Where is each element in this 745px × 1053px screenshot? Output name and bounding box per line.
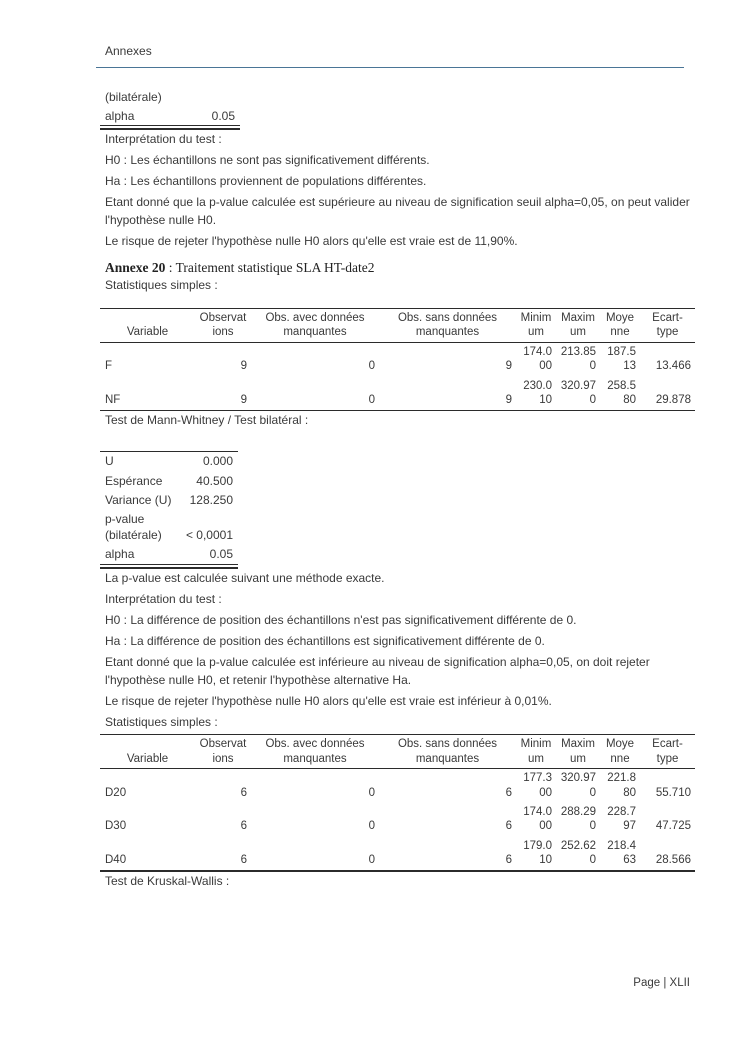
- variable-cell: NF: [105, 393, 121, 406]
- ecart-type-cell: 29.878: [655, 393, 691, 406]
- value-cell: 128.250: [189, 492, 233, 507]
- minimum-cell: 177.300: [523, 772, 552, 799]
- obs-sans-cell: 9: [505, 393, 512, 406]
- mann-whitney-table-body: [100, 452, 238, 565]
- value-cell: < 0,0001: [185, 527, 233, 542]
- label-cell: p-value (bilatérale): [105, 512, 162, 542]
- obs-sans-cell: 6: [505, 786, 512, 799]
- stats-table-head: [100, 309, 695, 343]
- table-row: [100, 491, 238, 510]
- minimum-cell: 174.000: [523, 345, 552, 373]
- label-cell: Espérance: [105, 473, 163, 488]
- maximum-cell: 213.850: [560, 345, 596, 373]
- label-cell: U: [105, 454, 114, 469]
- ha-hypothesis-line: Ha : Les échantillons proviennent de populations différentes.: [105, 174, 427, 188]
- conclusion-text: Etant donné que la p-value calculée est inférieure au niveau de signification alpha=0,05, on doit rejeter l'hypothèse nulle H0, et retenir l'hypothèse alternative Ha.: [105, 655, 650, 688]
- column-header: Ecart-type: [640, 735, 695, 769]
- ecart-type-cell: 55.710: [655, 786, 691, 799]
- table-row: [100, 472, 238, 491]
- column-header: Observations: [195, 735, 251, 769]
- risk-text: Le risque de rejeter l'hypothèse nulle H0 alors qu'elle est vraie est de 11,90%.: [105, 234, 518, 248]
- obs-avec-cell: 0: [368, 854, 375, 867]
- alpha-label: alpha: [105, 109, 135, 123]
- kruskal-wallis-title: Test de Kruskal-Wallis :: [105, 874, 230, 889]
- alpha-row: [100, 107, 240, 126]
- moyenne-cell: 218.463: [607, 839, 636, 867]
- ha-hypothesis-line: Ha : La différence de position des échantillons est significativement différente de 0.: [105, 634, 545, 649]
- moyenne-cell: 187.513: [607, 345, 636, 373]
- ecart-type-cell: 28.566: [655, 854, 691, 867]
- maximum-cell: 288.290: [560, 805, 596, 833]
- table-row: [100, 769, 695, 803]
- column-header: Moyenne: [600, 309, 640, 343]
- variable-cell: D20: [105, 786, 127, 799]
- ecart-type-cell: 13.466: [655, 360, 691, 373]
- annexe-heading: [105, 260, 695, 276]
- annexe-title-rest: : Traitement statistique SLA HT-date2: [165, 260, 375, 275]
- observations-cell: 9: [240, 360, 247, 373]
- value-cell: 0.05: [180, 545, 238, 565]
- table-row: [100, 545, 238, 565]
- table-row: [100, 837, 695, 872]
- ecart-type-cell: 47.725: [655, 820, 691, 833]
- obs-sans-cell: 6: [505, 820, 512, 833]
- page-header: [96, 44, 684, 68]
- annexe-number: Annexe 20: [105, 260, 166, 275]
- value-cell: 0.000: [202, 454, 233, 469]
- simple-stats-table-1: [100, 308, 695, 411]
- table-row: [100, 342, 695, 376]
- column-header: Ecart-type: [640, 309, 695, 343]
- variable-cell: F: [105, 360, 113, 373]
- column-header: Variable: [100, 735, 195, 769]
- column-header: Maximum: [556, 735, 600, 769]
- h0-hypothesis-line: H0 : Les échantillons ne sont pas significativement différents.: [105, 153, 430, 167]
- conclusion-text: Etant donné que la p-value calculée est supérieure au niveau de signification seuil alpha=0,05, on peut valider l'hypothèse nulle H0.: [105, 195, 690, 227]
- page-number-footer: Page | XLII: [633, 977, 690, 989]
- section-title: Interprétation du test :: [105, 132, 222, 146]
- maximum-cell: 252.620: [560, 839, 596, 867]
- simple-stats-table-2: [100, 734, 695, 872]
- label-cell: alpha: [100, 545, 180, 565]
- variable-cell: D30: [105, 820, 127, 833]
- value-cell: 40.500: [196, 473, 233, 488]
- obs-avec-cell: 0: [368, 786, 375, 799]
- minimum-cell: 230.010: [523, 379, 552, 406]
- column-header: Observations: [195, 309, 251, 343]
- observations-cell: 6: [240, 854, 247, 867]
- mann-whitney-title: Test de Mann-Whitney / Test bilatéral :: [105, 413, 309, 428]
- minimum-cell: 174.000: [523, 805, 552, 833]
- moyenne-cell: 228.797: [607, 805, 636, 833]
- table-row: [100, 510, 238, 545]
- moyenne-cell: 258.580: [607, 379, 636, 406]
- table-header-row: [100, 735, 695, 769]
- stats-table-body: [100, 342, 695, 411]
- column-header: Obs. avec données manquantes: [251, 735, 379, 769]
- stats-table-body: [100, 769, 695, 872]
- column-header: Variable: [100, 309, 195, 343]
- obs-avec-cell: 0: [368, 360, 375, 373]
- h0-hypothesis-line: H0 : La différence de position des échantillons n'est pas significativement différente de 0.: [105, 613, 577, 628]
- alpha-value: 0.05: [211, 109, 235, 123]
- simple-stats-title-1: Statistiques simples :: [105, 278, 218, 292]
- obs-avec-cell: 0: [368, 820, 375, 833]
- column-header: Obs. sans données manquantes: [379, 309, 516, 343]
- maximum-cell: 320.970: [560, 379, 596, 406]
- stats-table-head: [100, 735, 695, 769]
- alpha-mini-table: [100, 107, 240, 130]
- observations-cell: 9: [240, 393, 247, 406]
- interpretation-section-2: [100, 590, 695, 710]
- column-header: Obs. avec données manquantes: [251, 309, 379, 343]
- header-title: Annexes: [105, 44, 152, 58]
- minimum-cell: 179.010: [523, 839, 552, 867]
- obs-avec-cell: 0: [368, 393, 375, 406]
- p-value-method-note: La p-value est calculée suivant une méthode exacte.: [105, 571, 385, 586]
- table-row: [100, 803, 695, 837]
- interpretation-section-1: [100, 130, 695, 250]
- risk-text: Le risque de rejeter l'hypothèse nulle H0 alors qu'elle est vraie est inférieur à 0,01%.: [105, 694, 552, 709]
- maximum-cell: 320.970: [560, 772, 596, 799]
- obs-sans-cell: 9: [505, 360, 512, 373]
- variable-cell: D40: [105, 854, 127, 867]
- column-header: Moyenne: [600, 735, 640, 769]
- simple-stats-title-2: Statistiques simples :: [105, 715, 218, 730]
- column-header: Obs. sans données manquantes: [379, 735, 516, 769]
- carryover-bilaterale-label: (bilatérale): [105, 90, 162, 104]
- mann-whitney-table: [100, 451, 238, 569]
- observations-cell: 6: [240, 820, 247, 833]
- label-cell: Variance (U): [105, 492, 172, 507]
- column-header: Maximum: [556, 309, 600, 343]
- column-header: Minimum: [516, 735, 556, 769]
- table-row: [100, 452, 238, 471]
- table-header-row: [100, 309, 695, 343]
- obs-sans-cell: 6: [505, 854, 512, 867]
- observations-cell: 6: [240, 786, 247, 799]
- table-row: [100, 377, 695, 411]
- moyenne-cell: 221.880: [607, 772, 636, 799]
- column-header: Minimum: [516, 309, 556, 343]
- carryover-table-fragment: [100, 88, 695, 130]
- section-title: Interprétation du test :: [105, 592, 222, 607]
